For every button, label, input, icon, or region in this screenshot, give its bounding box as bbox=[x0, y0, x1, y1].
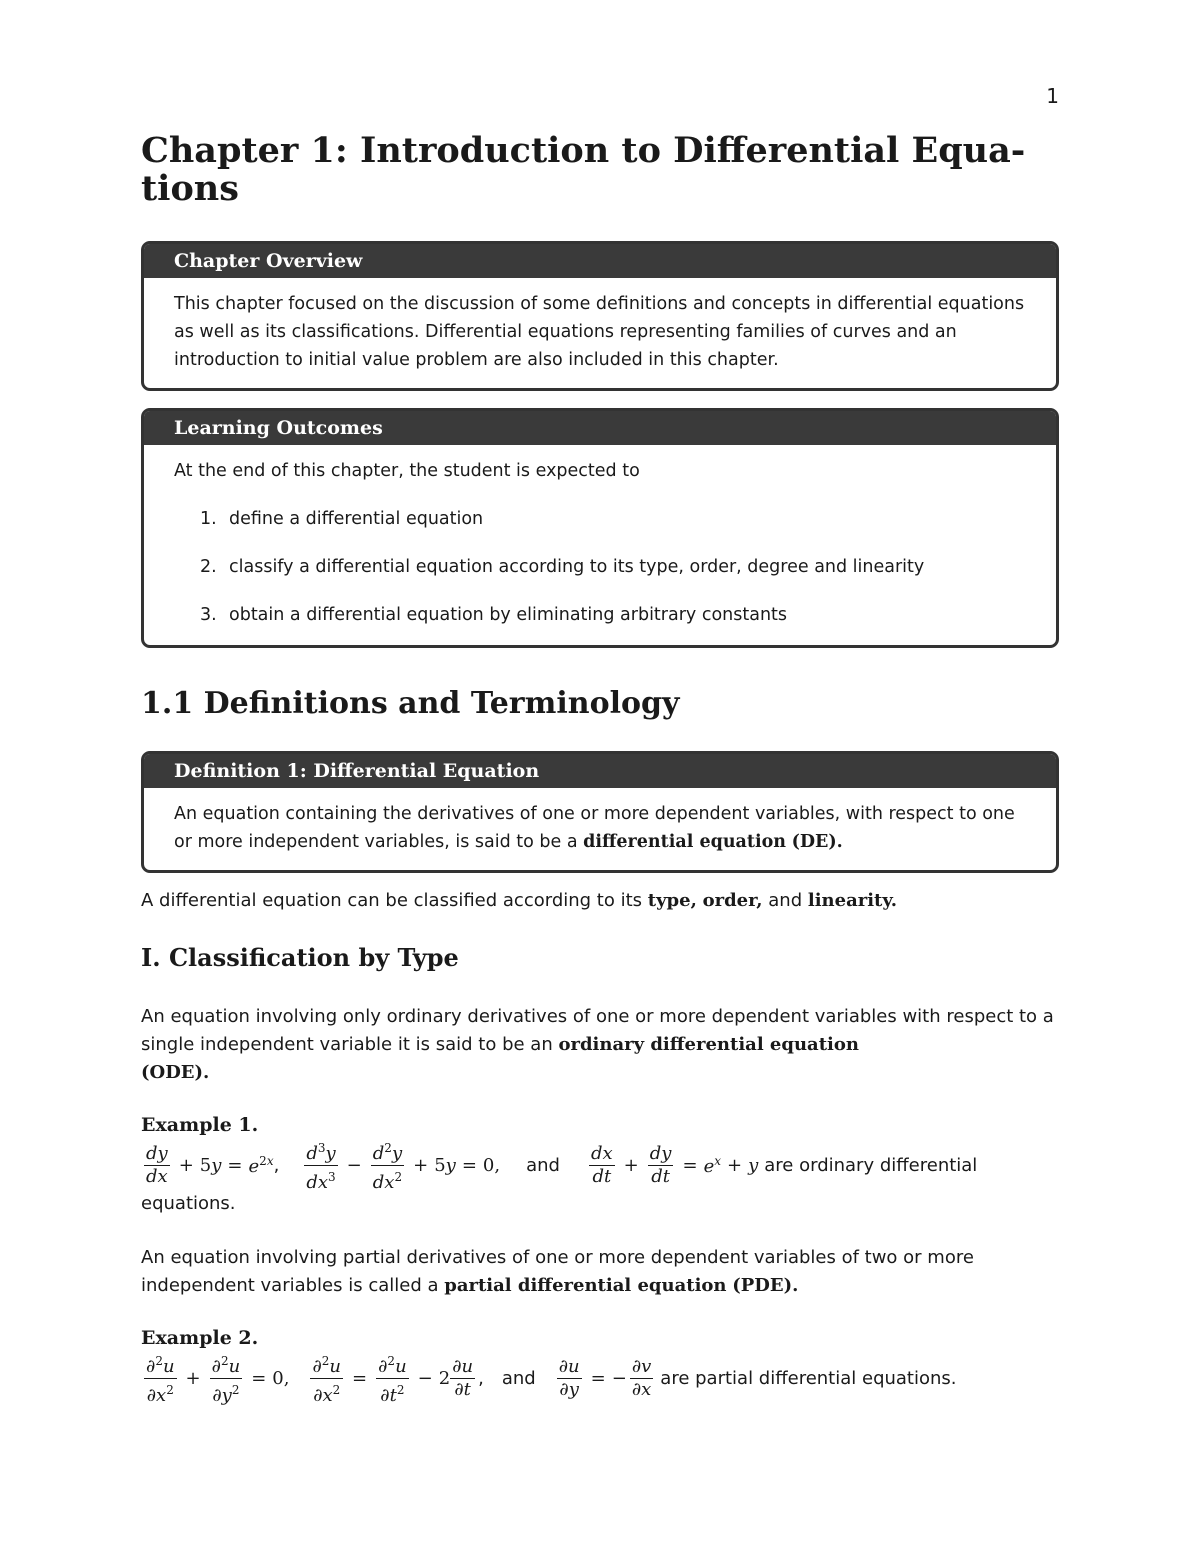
list-item-text: define a differential equation bbox=[229, 509, 484, 529]
definition-text-start: An equation containing the derivatives of one or more dependent variables, with respect to one or more independent variables, is said to be a bbox=[174, 804, 1015, 852]
fraction: $\frac{dy}{dx}$ bbox=[146, 1143, 168, 1187]
fraction: $\frac{\partial^2u}{\partial t^2}$ bbox=[376, 1350, 409, 1407]
pde-abbr: (PDE). bbox=[732, 1275, 799, 1296]
pde-text: An equation involving partial derivatives of one or more dependent variables of two or more independent variables is called a bbox=[141, 1247, 974, 1296]
page-number: 1 bbox=[1046, 84, 1059, 108]
chapter-overview-text: This chapter focused on the discussion of some definitions and concepts in differential equations as well as its classifications. Differential equations representing families of curves and an introduction to initial value problem are also included in this chapter. bbox=[174, 294, 1025, 370]
fraction: $\frac{\partial u}{\partial y}$ bbox=[558, 1356, 580, 1400]
fraction: $\frac{\partial^2u}{\partial x^2}$ bbox=[144, 1350, 177, 1407]
page-content bbox=[141, 132, 1059, 1407]
classification-type: type, bbox=[647, 890, 697, 911]
example-1-equations: $\frac{dy}{dx}$ + 5y = $e^{2x}$ , $\frac{d^3y}{dx^3}$ − $\frac{d^2y}{dx^2}$ + 5y = 0, and $\frac{dx}{dt}$ + $\frac{dy}{dt}$ = $e^x$ + y are ordinary differential bbox=[141, 1137, 1059, 1194]
pde-paragraph bbox=[141, 1244, 1059, 1300]
definition-box bbox=[141, 751, 1059, 873]
chapter-overview-header: Chapter Overview bbox=[144, 244, 1056, 278]
list-item bbox=[174, 505, 1026, 533]
ode-term: ordinary differential equation bbox=[558, 1034, 859, 1055]
fraction: $\frac{dy}{dt}$ bbox=[649, 1143, 672, 1187]
fraction: $\frac{\partial u}{\partial t}$ bbox=[452, 1356, 474, 1400]
chapter-overview-box bbox=[141, 241, 1059, 391]
list-item bbox=[174, 553, 1026, 581]
example-2-tail: are partial differential equations. bbox=[660, 1368, 957, 1389]
learning-outcomes-intro: At the end of this chapter, the student is expected to bbox=[174, 461, 640, 481]
example-1-and: and bbox=[526, 1155, 560, 1176]
definition-term: differential equation bbox=[583, 832, 787, 852]
section-title: 1.1 Definitions and Terminology bbox=[141, 686, 680, 721]
list-item-text: obtain a differential equation by eliminating arbitrary constants bbox=[229, 605, 788, 625]
list-item bbox=[174, 601, 1026, 629]
chapter-title-line1: Chapter 1: Introduction to Differential Equa- bbox=[141, 130, 1026, 171]
definition-text bbox=[174, 800, 1026, 856]
chapter-title bbox=[141, 132, 1059, 208]
classification-text: A differential equation can be classified according to its bbox=[141, 890, 648, 911]
list-item-text: classify a differential equation according to its type, order, degree and linearity bbox=[229, 557, 925, 577]
list-item-number: 2. bbox=[200, 557, 217, 577]
learning-outcomes-header: Learning Outcomes bbox=[144, 411, 1056, 445]
example-2-and: and bbox=[501, 1368, 536, 1389]
example-2-equations: $\frac{\partial^2u}{\partial x^2}$ + $\frac{\partial^2u}{\partial y^2}$ = 0, $\frac{\partial^2u}{\partial x^2}$ = $\frac{\partial^2u}{\partial t^2}$ − 2 $\frac{\partial u}{\partial t}$ , and $\frac{\partial u}{\partial y}$ = − $\frac{\partial v}{\partial x}$ are partial differential equations. bbox=[141, 1350, 1059, 1407]
fraction: $\frac{\partial v}{\partial x}$ bbox=[631, 1356, 652, 1400]
fraction: $\frac{d^3y}{dx^3}$ bbox=[304, 1137, 337, 1194]
fraction: $\frac{\partial^2u}{\partial y^2}$ bbox=[210, 1350, 243, 1407]
classification-order: order, bbox=[702, 890, 763, 911]
fraction: $\frac{\partial^2u}{\partial x^2}$ bbox=[310, 1350, 343, 1407]
definition-header: Definition 1: Differential Equation bbox=[144, 754, 1056, 788]
ode-text: An equation involving only ordinary derivatives of one or more dependent variables with respect to a single independent variable it is said to be an bbox=[141, 1006, 1054, 1055]
learning-outcomes-list bbox=[174, 505, 1026, 629]
definition-body bbox=[144, 788, 1056, 870]
subsection-title: I. Classification by Type bbox=[141, 943, 459, 972]
classification-paragraph bbox=[141, 887, 1059, 915]
example-1-tail2: equations. bbox=[141, 1193, 236, 1214]
fraction: $\frac{dx}{dt}$ bbox=[590, 1143, 613, 1187]
classification-linearity: linearity. bbox=[807, 890, 898, 911]
definition-abbr: (DE). bbox=[791, 832, 843, 852]
ode-paragraph bbox=[141, 1003, 1059, 1087]
ode-abbr: (ODE). bbox=[141, 1062, 210, 1083]
learning-outcomes-box bbox=[141, 408, 1059, 648]
example-1-label: Example 1. bbox=[141, 1114, 259, 1136]
pde-term: partial differential equation bbox=[444, 1275, 727, 1296]
learning-outcomes-body bbox=[144, 445, 1056, 645]
example-2-label: Example 2. bbox=[141, 1327, 259, 1349]
classification-and: and bbox=[762, 890, 808, 911]
example-1-tail: are ordinary differential bbox=[764, 1155, 978, 1176]
fraction: $\frac{d^2y}{dx^2}$ bbox=[371, 1137, 404, 1194]
chapter-title-line2: tions bbox=[141, 168, 239, 209]
chapter-overview-body bbox=[144, 278, 1056, 388]
list-item-number: 1. bbox=[200, 509, 217, 529]
list-item-number: 3. bbox=[200, 605, 217, 625]
